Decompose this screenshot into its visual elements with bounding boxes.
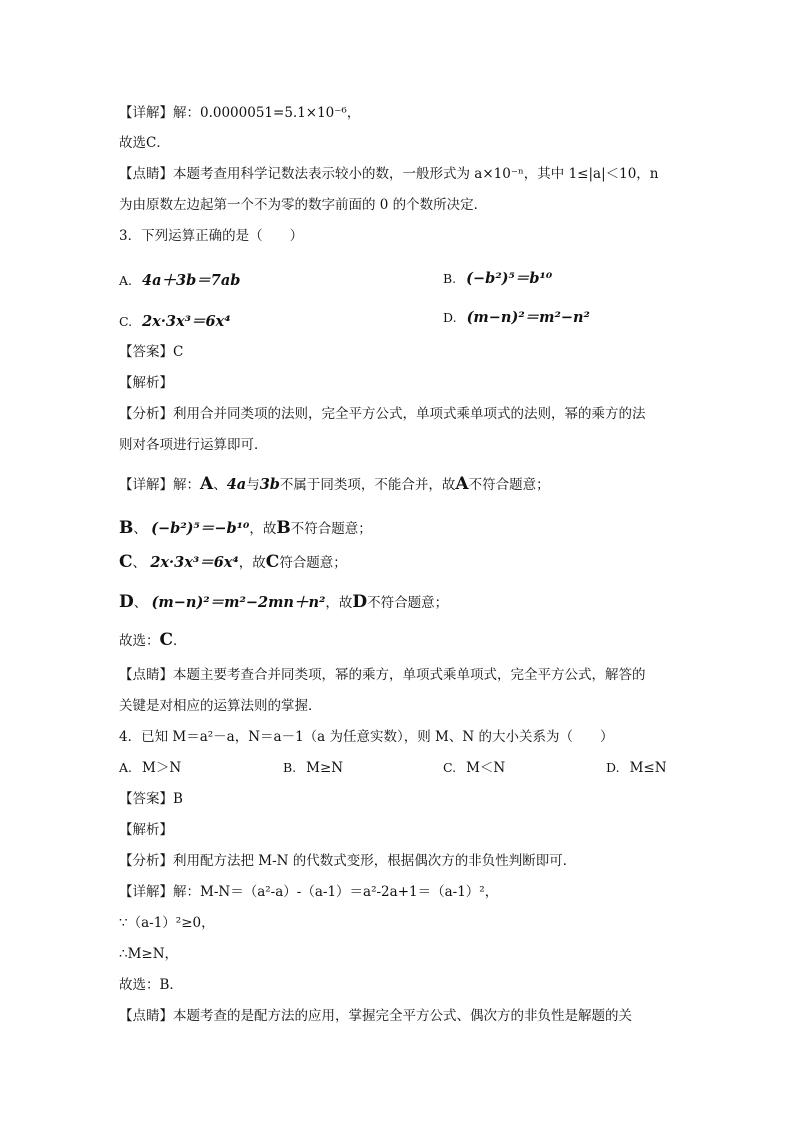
option-expression: M≤N bbox=[629, 760, 667, 776]
text-line: ∴M≥N， bbox=[119, 946, 179, 962]
q3-option-a bbox=[119, 270, 240, 292]
option-label: A. bbox=[119, 760, 133, 775]
text-fragment: 符合题意； bbox=[279, 555, 347, 571]
question-3-stem: 3．下列运算正确的是（ ） bbox=[119, 228, 304, 244]
detail-3-line-a bbox=[119, 474, 550, 495]
detail-3-line-d bbox=[119, 592, 448, 613]
math-expression: (m−n)²＝m²−2mn＋n² bbox=[151, 594, 326, 611]
text-fragment: 不符合题意； bbox=[367, 595, 449, 611]
text-line: 为由原数左边起第一个不为零的数字前面的 0 的个数所决定． bbox=[119, 197, 488, 213]
option-expression: M＞N bbox=[142, 760, 182, 776]
option-label: C. bbox=[119, 314, 133, 329]
text-fragment: 不符合题意； bbox=[290, 521, 372, 537]
text-line: 【分析】利用合并同类项的法则，完全平方公式，单项式乘单项式的法则，幂的乘方的法 bbox=[119, 406, 646, 422]
math-expression: (−b²)⁵＝−b¹⁰ bbox=[151, 520, 250, 537]
q3-option-c bbox=[119, 311, 231, 333]
text-line: 故选C． bbox=[119, 135, 170, 151]
detail-3-line-c bbox=[119, 552, 347, 573]
option-letter: B bbox=[119, 518, 134, 538]
option-label: D. bbox=[606, 760, 620, 775]
option-letter: C bbox=[265, 552, 280, 572]
option-expression: (m−n)²＝m²−n² bbox=[466, 309, 590, 326]
option-expression: 4a＋3b＝7ab bbox=[142, 272, 241, 289]
option-letter: D bbox=[119, 592, 134, 612]
text-line: 【点睛】本题考查的是配方法的应用，掌握完全平方公式、偶次方的非负性是解题的关 bbox=[119, 1008, 632, 1024]
q3-option-b bbox=[443, 268, 552, 290]
option-label: D. bbox=[443, 310, 457, 325]
q4-option-a bbox=[119, 757, 181, 779]
option-expression: M＜N bbox=[466, 760, 506, 776]
text-fragment: 、 bbox=[213, 477, 227, 493]
text-fragment: 故选： bbox=[119, 633, 160, 649]
option-label: A. bbox=[119, 273, 133, 288]
text-line: 【分析】利用配方法把 M-N 的代数式变形，根据偶次方的非负性判断即可． bbox=[119, 853, 577, 869]
option-expression: (−b²)⁵＝b¹⁰ bbox=[466, 270, 553, 287]
math-term: 3b bbox=[259, 476, 280, 493]
text-line: 则对各项进行运算即可． bbox=[119, 437, 268, 453]
option-label: C. bbox=[443, 760, 457, 775]
option-expression: M≥N bbox=[306, 760, 344, 776]
text-fragment: 、 bbox=[132, 555, 147, 571]
math-term: 4a bbox=[226, 476, 247, 493]
option-letter: B bbox=[276, 518, 291, 538]
text-line: 关键是对相应的运算法则的掌握． bbox=[119, 698, 322, 714]
choice-4: 故选：B． bbox=[119, 977, 183, 993]
text-line: 【点睛】本题主要考查合并同类项，幂的乘方，单项式乘单项式，完全平方公式，解答的 bbox=[119, 667, 646, 683]
q3-option-d bbox=[443, 307, 590, 329]
analysis-heading-4: 【解析】 bbox=[119, 822, 173, 838]
analysis-heading-3: 【解析】 bbox=[119, 375, 173, 391]
text-line: 【详解】解：M-N＝（a²-a）-（a-1）＝a²-2a+1＝（a-1）²， bbox=[119, 884, 499, 900]
option-letter: C bbox=[119, 552, 133, 572]
text-line: 【点睛】本题考查用科学记数法表示较小的数，一般形式为 a×10⁻ⁿ，其中 1≤|a|＜10，n bbox=[119, 166, 659, 182]
option-letter: C bbox=[159, 630, 174, 650]
math-expression: 2x·3x³＝6x⁴ bbox=[150, 554, 239, 571]
text-fragment: 与 bbox=[246, 477, 260, 493]
text-fragment: 、 bbox=[133, 521, 147, 537]
q4-option-c bbox=[443, 757, 505, 779]
text-fragment: 【详解】解： bbox=[119, 477, 200, 493]
text-fragment: 、 bbox=[133, 595, 148, 611]
option-letter: A bbox=[200, 474, 214, 494]
q4-option-d bbox=[606, 757, 667, 779]
option-letter: D bbox=[352, 592, 368, 612]
text-fragment: ，故 bbox=[238, 555, 266, 571]
answer-4: 【答案】B bbox=[119, 791, 183, 807]
option-label: B. bbox=[283, 760, 297, 775]
option-label: B. bbox=[443, 271, 457, 286]
text-fragment: ，故 bbox=[325, 595, 353, 611]
option-letter: A bbox=[455, 474, 469, 494]
text-fragment: ． bbox=[173, 633, 187, 649]
q4-option-b bbox=[283, 757, 343, 779]
option-expression: 2x·3x³＝6x⁴ bbox=[142, 313, 231, 330]
text-line: 【详解】解：0.0000051=5.1×10⁻⁶， bbox=[119, 105, 361, 121]
detail-3-line-b bbox=[119, 518, 372, 539]
text-fragment: 不符合题意； bbox=[468, 477, 550, 493]
choice-3 bbox=[119, 630, 187, 651]
answer-3: 【答案】C bbox=[119, 344, 184, 360]
text-fragment: 不属于同类项，不能合并，故 bbox=[279, 477, 456, 493]
text-line: ∵（a-1）²≥0， bbox=[119, 915, 215, 931]
question-4-stem: 4．已知 M＝a²－a，N＝a－1（a 为任意实数），则 M、N 的大小关系为（ ） bbox=[119, 729, 614, 745]
text-fragment: ，故 bbox=[249, 521, 277, 537]
